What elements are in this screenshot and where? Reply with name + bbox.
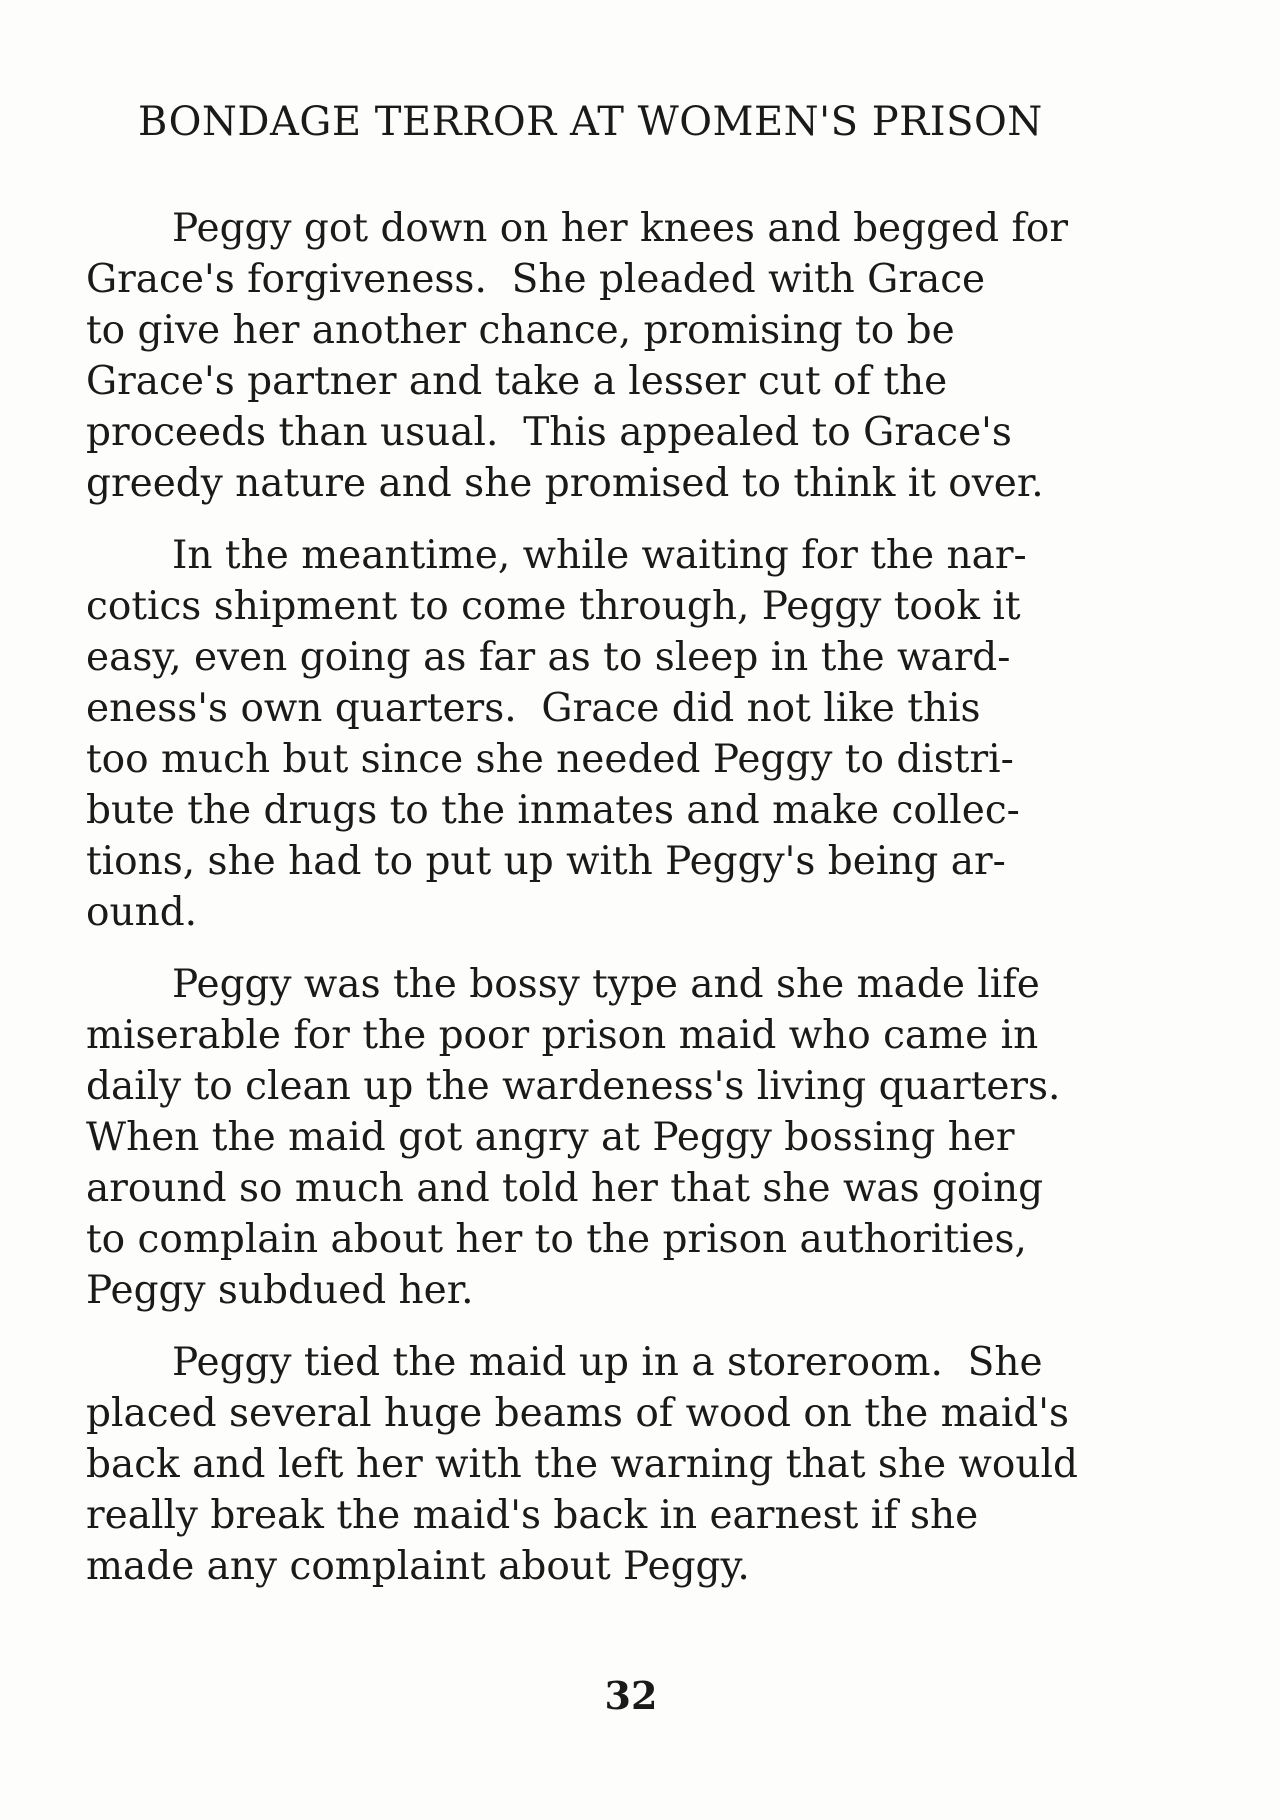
text-line: Peggy was the bossy type and she made life <box>172 962 1040 1007</box>
running-head: BONDAGE TERROR AT WOMEN'S PRISON <box>138 99 1043 145</box>
text-line: to complain about her to the prison authorities, <box>86 1217 1027 1262</box>
text-line: proceeds than usual. This appealed to Grace's <box>86 410 1012 455</box>
text-line: cotics shipment to come through, Peggy took it <box>86 584 1021 629</box>
text-line: When the maid got angry at Peggy bossing her <box>86 1115 1015 1160</box>
text-line: tions, she had to put up with Peggy's being ar- <box>86 839 1006 884</box>
paragraph-2 <box>86 530 1206 938</box>
text-line: ound. <box>86 890 198 935</box>
text-line: Grace's forgiveness. She pleaded with Grace <box>86 257 986 302</box>
paragraph-4 <box>86 1337 1206 1592</box>
text-line: placed several huge beams of wood on the maid's <box>86 1391 1069 1436</box>
text-line: bute the drugs to the inmates and make collec- <box>86 788 1020 833</box>
text-line: daily to clean up the wardeness's living quarters. <box>86 1064 1061 1109</box>
text-line: back and left her with the warning that she would <box>86 1442 1078 1487</box>
text-line: made any complaint about Peggy. <box>86 1544 750 1589</box>
text-line: really break the maid's back in earnest if she <box>86 1493 979 1538</box>
text-line: miserable for the poor prison maid who came in <box>86 1013 1039 1058</box>
text-line: Grace's partner and take a lesser cut of the <box>86 359 948 404</box>
text-line: too much but since she needed Peggy to distri- <box>86 737 1014 782</box>
paragraph-3 <box>86 959 1206 1316</box>
text-line: around so much and told her that she was going <box>86 1166 1044 1211</box>
text-line: easy, even going as far as to sleep in the ward- <box>86 635 1011 680</box>
text-line: Peggy subdued her. <box>86 1268 474 1313</box>
text-line: eness's own quarters. Grace did not like this <box>86 686 981 731</box>
text-line: Peggy got down on her knees and begged for <box>172 206 1069 251</box>
body-text <box>86 203 1206 1613</box>
text-line: greedy nature and she promised to think it over. <box>86 461 1044 506</box>
text-line: In the meantime, while waiting for the nar- <box>172 533 1027 578</box>
text-line: to give her another chance, promising to be <box>86 308 955 353</box>
page-number: 32 <box>604 1673 658 1718</box>
text-line: Peggy tied the maid up in a storeroom. She <box>172 1340 1043 1385</box>
paragraph-1 <box>86 203 1206 509</box>
